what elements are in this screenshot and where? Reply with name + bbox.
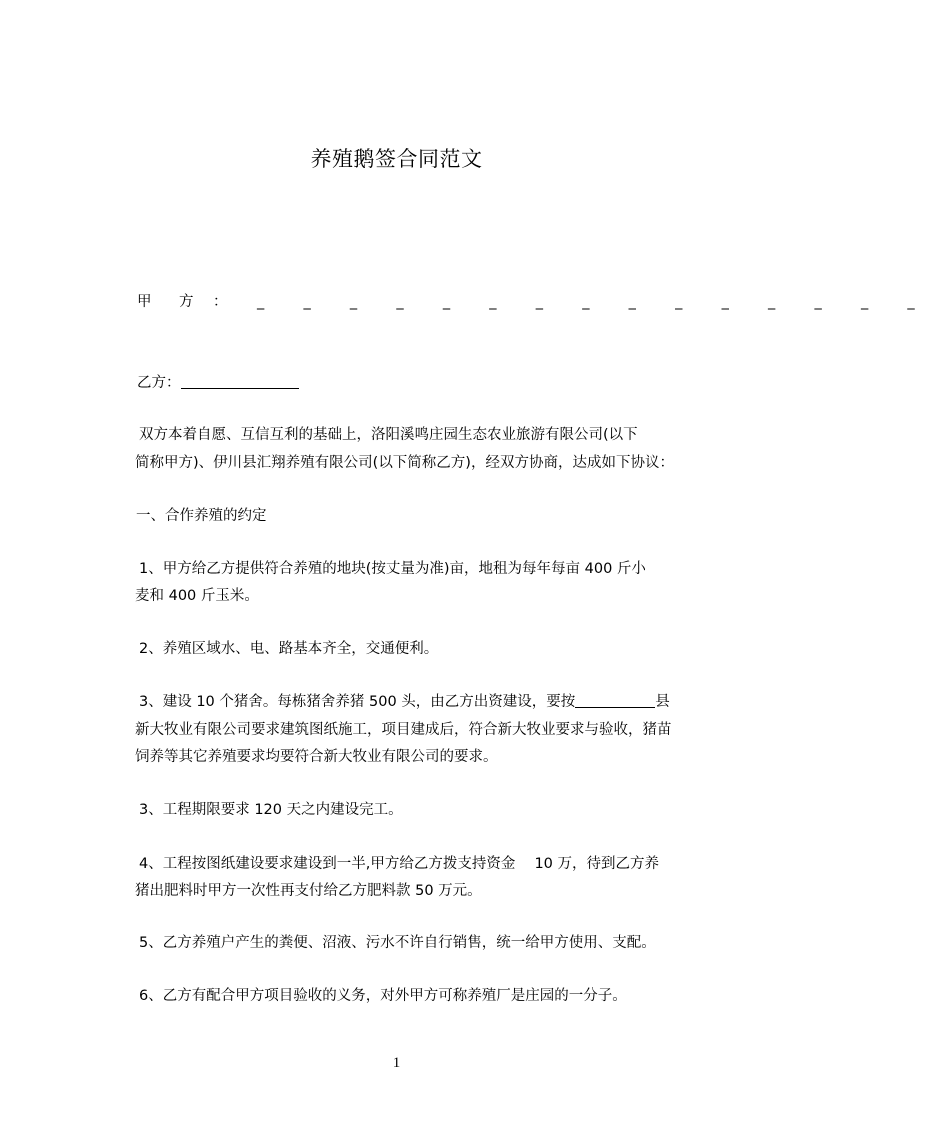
item-3-line-1-text: 3、建设 10 个猪舍。每栋猪舍养猪 500 头，由乙方出资建设，要按: [139, 694, 576, 710]
party-b-line: [137, 369, 299, 397]
item-1-line-2: 麦和 400 斤玉米。: [135, 588, 259, 604]
item-3-blank: [575, 691, 655, 708]
party-a-label-1: 甲: [137, 294, 152, 310]
party-a-label-2: 方: [179, 294, 194, 310]
item-5: 5、乙方养殖户产生的粪便、沼液、污水不许自行销售，统一给甲方使用、支配。: [139, 935, 656, 951]
item-4-line-2: 猪出肥料时甲方一次性再支付给乙方肥料款 50 万元。: [135, 883, 482, 899]
party-b-blank: [181, 372, 299, 389]
party-a-blank: _ _ _ _ _ _ _ _ _ _ _ _ _ _ _: [257, 294, 932, 310]
item-4-line-1: 4、工程按图纸建设要求建设到一半,甲方给乙方拨支持资金 10 万，待到乙方养: [139, 856, 660, 872]
party-a-colon: ：: [213, 294, 228, 310]
item-3b: 3、工程期限要求 120 天之内建设完工。: [139, 802, 403, 818]
party-b-label: 乙方：: [137, 375, 181, 391]
section-1-heading: 一、合作养殖的约定: [136, 508, 267, 524]
document-title: 养殖鹅签合同范文: [310, 147, 483, 171]
item-1-line-1: 1、甲方给乙方提供符合养殖的地块(按丈量为准)亩，地租为每年每亩 400 斤小: [139, 561, 646, 577]
item-6: 6、乙方有配合甲方项目验收的义务，对外甲方可称养殖厂是庄园的一分子。: [139, 988, 627, 1004]
item-3-line-1: [139, 688, 670, 716]
party-a-line: [137, 288, 932, 316]
item-3-line-1-suffix: 县: [655, 694, 670, 710]
item-3-line-3: 饲养等其它养殖要求均要符合新大牧业有限公司的要求。: [135, 749, 498, 765]
intro-line-1: 双方本着自愿、互信互利的基础上，洛阳溪鸣庄园生态农业旅游有限公司(以下: [139, 427, 638, 443]
page-number: 1: [392, 1055, 401, 1071]
item-2: 2、养殖区域水、电、路基本齐全，交通便利。: [139, 641, 439, 657]
intro-line-2: 简称甲方)、伊川县汇翔养殖有限公司(以下简称乙方)，经双方协商，达成如下协议：: [135, 455, 674, 471]
item-3-line-2: 新大牧业有限公司要求建筑图纸施工，项目建成后，符合新大牧业要求与验收，猪苗: [135, 722, 672, 738]
